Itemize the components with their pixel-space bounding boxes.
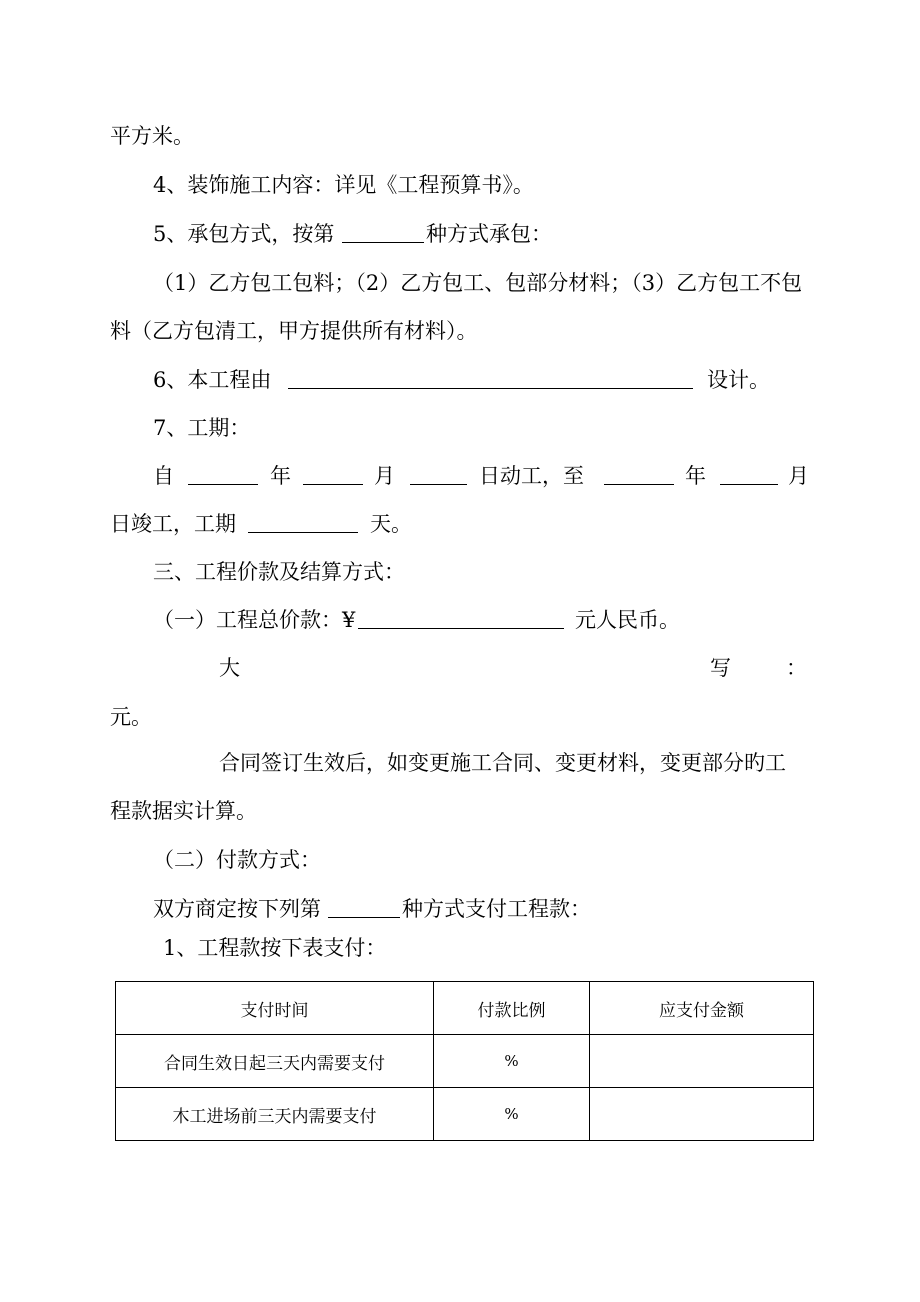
blank-designer [288, 364, 693, 389]
blank-duration-days [248, 508, 358, 533]
text-start-to: 日动工，至 [479, 464, 584, 488]
text-completion: 日竣工，工期 [110, 512, 236, 536]
text-mode-options: （1）乙方包工包料；（2）乙方包工、包部分材料；（3）乙方包工不包 [153, 271, 803, 295]
cell-payment-time: 合同生效日起三天内需要支付 [116, 1035, 434, 1088]
text-days: 天。 [370, 512, 412, 536]
paragraph-unit-line [0, 120, 920, 152]
paragraph-item-4 [0, 169, 920, 201]
text-item-5-start: 5、承包方式，按第 [153, 222, 335, 246]
text-colon: ： [786, 656, 807, 680]
blank-contract-mode [342, 218, 424, 243]
text-month: 月 [374, 464, 395, 488]
cell-payment-ratio: % [434, 1088, 590, 1141]
paragraph-item-7 [0, 412, 920, 444]
section-3-heading [0, 556, 920, 588]
paragraph-payment-table-intro [0, 932, 920, 964]
text-item-6-start: 6、本工程由 [153, 368, 272, 392]
text-item-7: 7、工期： [153, 416, 251, 440]
text-total-price: （一）工程总价款：¥ [153, 608, 356, 632]
text-month-2: 月 [788, 464, 809, 488]
header-payment-time: 支付时间 [116, 982, 434, 1035]
paragraph-payment-choice [0, 893, 920, 925]
cell-payment-amount [590, 1035, 814, 1088]
text-payment-table-intro: 1、工程款按下表支付： [163, 936, 387, 960]
paragraph-yuan [0, 701, 920, 733]
text-item-5-end: 种方式承包： [426, 222, 552, 246]
text-rmb: 元人民币。 [575, 608, 680, 632]
blank-start-day [410, 460, 467, 485]
paragraph-mode-options [0, 267, 920, 299]
text-change-clause-cont: 程款据实计算。 [110, 799, 257, 823]
text-payment-method: （二）付款方式： [153, 848, 321, 872]
paragraph-change-clause-cont [0, 795, 920, 827]
text-payment-choice-start: 双方商定按下列第 [153, 897, 321, 921]
text-section-3: 三、工程价款及结算方式： [153, 560, 405, 584]
text-unit: 平方米。 [110, 124, 194, 148]
text-year: 年 [270, 464, 291, 488]
text-item-4: 4、装饰施工内容：详见《工程预算书》。 [153, 173, 534, 197]
paragraph-amount-words [0, 652, 920, 684]
paragraph-mode-options-cont [0, 315, 920, 347]
blank-payment-mode [328, 893, 400, 918]
cell-payment-amount [590, 1088, 814, 1141]
table-row [116, 1035, 814, 1088]
paragraph-schedule [0, 460, 920, 492]
blank-end-month [720, 460, 778, 485]
text-change-clause: 合同签订生效后，如变更施工合同、变更材料，变更部分旳工 [219, 751, 786, 775]
text-year-2: 年 [685, 464, 706, 488]
table-row [116, 1088, 814, 1141]
paragraph-item-5 [0, 218, 920, 250]
blank-start-month [303, 460, 363, 485]
blank-end-year [604, 460, 674, 485]
text-from: 自 [153, 464, 174, 488]
paragraph-item-6 [0, 364, 920, 396]
cell-payment-ratio: % [434, 1035, 590, 1088]
paragraph-payment-method [0, 844, 920, 876]
paragraph-total-price [0, 604, 920, 636]
text-item-6-end: 设计。 [707, 368, 770, 392]
text-da: 大 [219, 656, 240, 680]
blank-total-amount [358, 604, 564, 629]
table-header-row [116, 982, 814, 1035]
blank-start-year [188, 460, 258, 485]
text-mode-options-cont: 料（乙方包清工，甲方提供所有材料）。 [110, 319, 478, 343]
header-payment-amount: 应支付金额 [590, 982, 814, 1035]
text-xie: 写 [710, 656, 731, 680]
text-payment-choice-end: 种方式支付工程款： [402, 897, 591, 921]
paragraph-change-clause [0, 747, 920, 779]
payment-schedule-table [115, 981, 814, 1141]
paragraph-completion [0, 508, 920, 540]
header-payment-ratio: 付款比例 [434, 982, 590, 1035]
text-yuan: 元。 [110, 705, 152, 729]
cell-payment-time: 木工进场前三天内需要支付 [116, 1088, 434, 1141]
